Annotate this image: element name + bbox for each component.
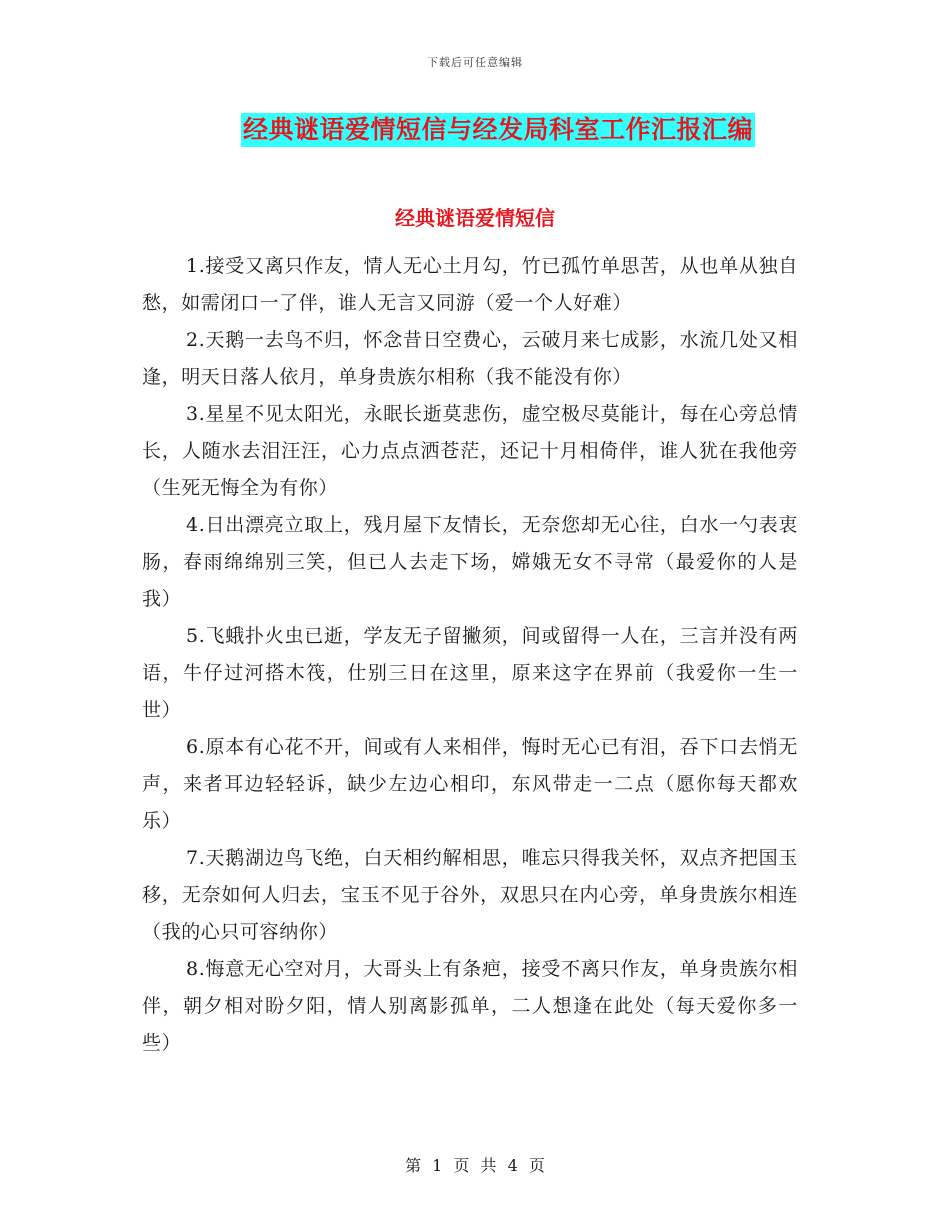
header-note: 下载后可任意编辑 bbox=[427, 56, 523, 69]
riddle-paragraph-4: 4.日出漂亮立取上，残月屋下友情长，无奈您却无心往，白水一勺表衷肠，春雨绵绵别三笑，但已人去走下场，嫦娥无女不寻常（最爱你的人是我） bbox=[142, 514, 798, 610]
riddle-paragraph-5: 5.飞蛾扑火虫已逝，学友无子留撇须，间或留得一人在，三言并没有两语，牛仔过河搭木筏，仕别三日在这里，原来这字在界前（我爱你一生一世） bbox=[142, 625, 798, 721]
riddle-paragraph-2: 2.天鹅一去鸟不归，怀念昔日空费心，云破月来七成影，水流几处又相逢，明天日落人依月，单身贵族尔相称（我不能没有你） bbox=[142, 329, 798, 388]
riddle-paragraph-3: 3.星星不见太阳光，永眠长逝莫悲伤，虚空极尽莫能计，每在心旁总情长，人随水去泪汪汪，心力点点洒苍茫，还记十月相倚伴，谁人犹在我他旁（生死无悔全为有你） bbox=[142, 403, 798, 499]
document-title-container bbox=[0, 113, 950, 147]
riddle-paragraph-1: 1.接受又离只作友，情人无心土月勾，竹已孤竹单思苦，从也单从独自愁，如需闭口一了伴，谁人无言又同游（爱一个人好难） bbox=[142, 255, 798, 314]
riddle-paragraph-6: 6.原本有心花不开，间或有人来相伴，悔时无心已有泪，吞下口去悄无声，来者耳边轻轻诉，缺少左边心相印，东风带走一二点（愿你每天都欢乐） bbox=[142, 736, 798, 832]
document-title: 经典谜语爱情短信与经发局科室工作汇报汇编 bbox=[241, 113, 755, 147]
riddle-paragraph-8: 8.悔意无心空对月，大哥头上有条疤，接受不离只作友，单身贵族尔相伴，朝夕相对盼夕阳，情人别离影孤单，二人想逢在此处（每天爱你多一些） bbox=[142, 958, 798, 1054]
body-text bbox=[142, 248, 798, 1062]
page-footer: 第 1 页 共 4 页 bbox=[405, 1156, 545, 1175]
section-title: 经典谜语爱情短信 bbox=[395, 206, 555, 230]
riddle-paragraph-7: 7.天鹅湖边鸟飞绝，白天相约解相思，唯忘只得我关怀，双点齐把国玉移，无奈如何人归去，宝玉不见于谷外，双思只在内心旁，单身贵族尔相连（我的心只可容纳你） bbox=[142, 847, 798, 943]
